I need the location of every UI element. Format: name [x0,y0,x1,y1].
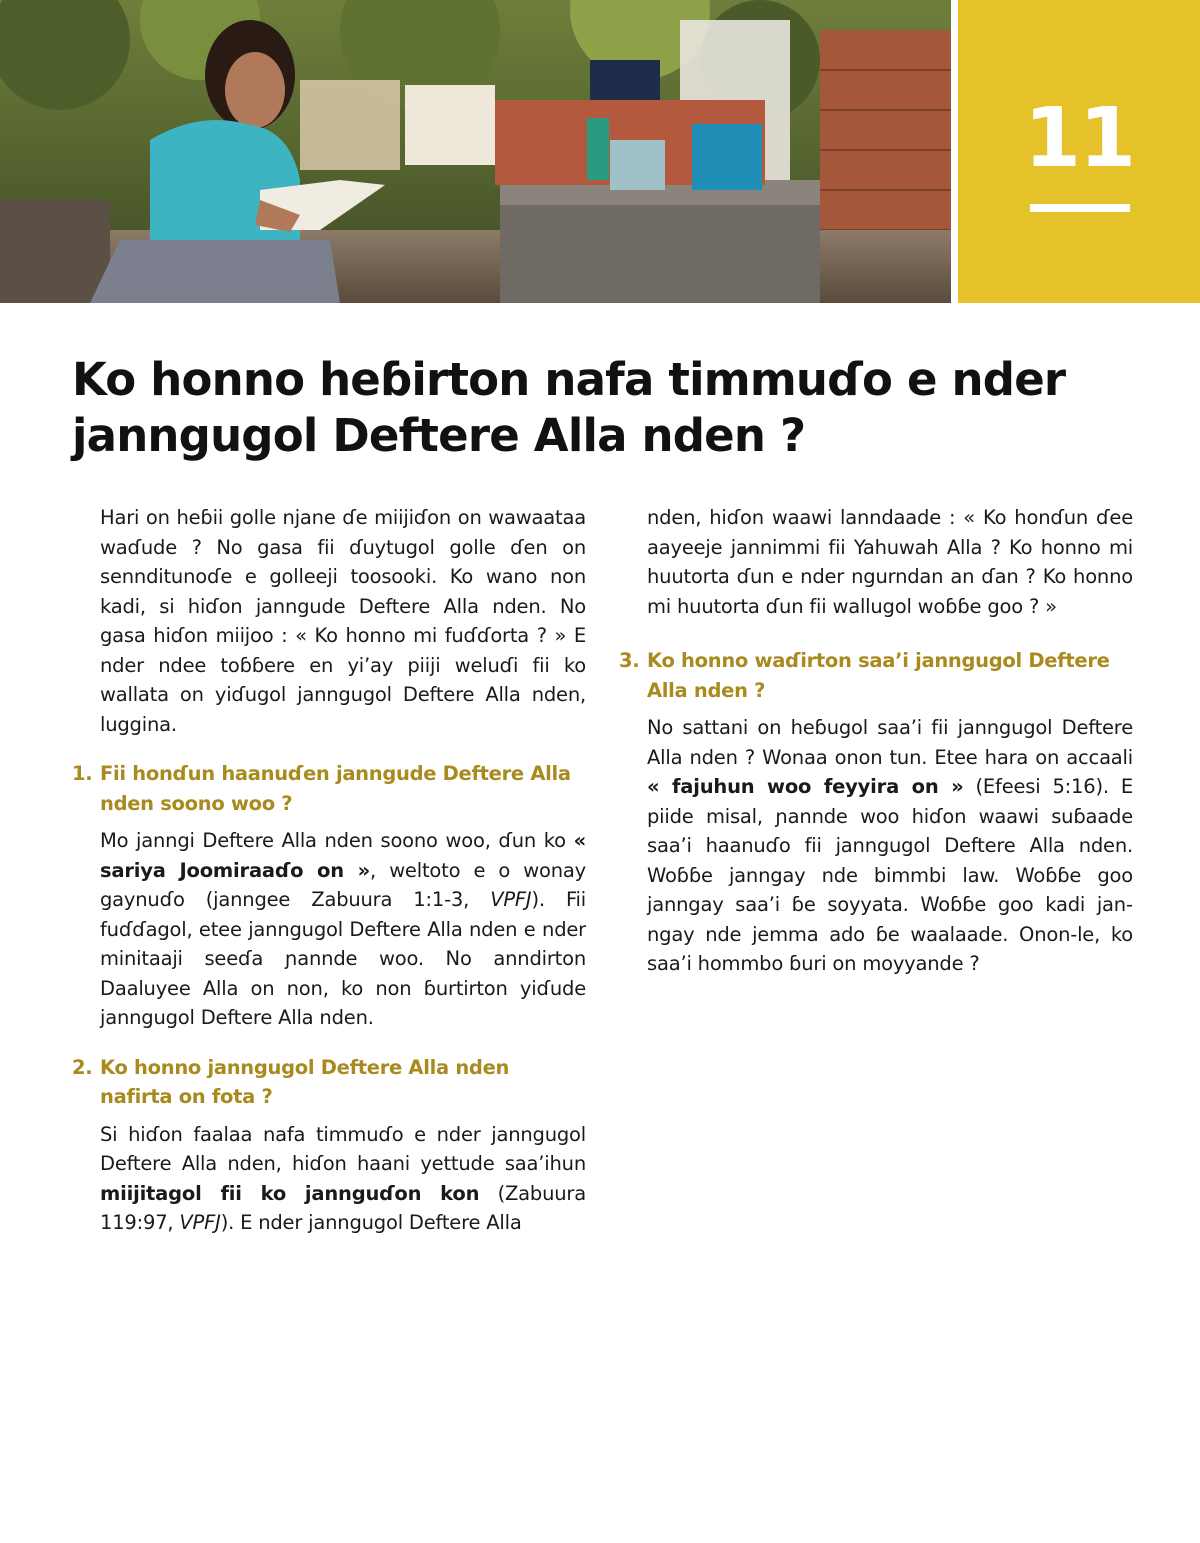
section-3-text-a: No sattani on heɓugol saa’i fii janngugol Deftere Alla nden ? Wonaa onon tun. Etee hara on accaali [647,716,1133,769]
section-2-text-a: Si hiɗon faalaa nafa timmuɗo e nder janngugol Deftere Alla nden, hiɗon haani yettude saa’ihun [100,1122,586,1175]
section-1-text-c: ). Fii fuɗɗagol, etee janngugol Deftere Alla nden e nder minitaaji seeɗa ɲannde woo. No anndirton Daaluyee Alla on non, ko non ɓurtirton yiɗude janngugol Deftere Alla nden. [100,888,586,1029]
page-title: Ko honno heɓirton nafa timmuɗo e nder janngugol Deftere Alla nden ? [72,353,1066,462]
left-column [72,503,586,1238]
right-column [619,503,1133,979]
section-2-text-b: (Zabuura 119:97, [100,1181,586,1234]
section-2-paragraph [100,1120,586,1238]
header-photo [0,0,951,303]
section-2-text-c: ). E nder janngugol Deftere Alla [220,1211,522,1234]
section-1-text-b: , weltoto e o wonay gaynuɗo (janngee Zabuura 1:1-3, [100,858,586,911]
section-1-text-a: Mo janngi Deftere Alla nden soono woo, ɗun ko [100,829,574,852]
section-2-question: Ko honno janngugol Deftere Alla nden nafirta on fota ? [100,1055,510,1108]
chapter-badge [958,0,1200,303]
section-2-number: 2. [72,1055,93,1079]
section-2-italic: VPFJ [179,1211,221,1234]
section-2-heading [72,1053,586,1112]
section-1-heading [72,759,586,818]
woman-reading-bible-photo [0,0,951,303]
section-3-question: Ko honno waɗirton saa’i janngugol Deftere Alla nden ? [647,649,1110,702]
section-3-heading [619,646,1133,705]
section-2-bold: miijitagol fii ko jannguɗon kon [100,1181,480,1205]
section-1-number: 1. [72,762,93,785]
chapter-number: 11 [1023,91,1135,186]
chapter-underline [1030,204,1130,212]
section-1-bold: « sariya Joomiraaɗo on » [100,829,586,882]
intro-paragraph: Hari on heɓii golle njane ɗe miijiɗon on wawaataa waɗude ? No gasa fii ɗuytugol golle ɗen on sennditunoɗe e golleeji toosooki. Ko wano non kadi, si hiɗon janngude Deftere Alla nden. No gasa hiɗon miijoo : « Ko honno mi fuɗɗorta ? » E nder ndee toɓɓere en yi’ay piiji weluɗi fii ko wallata on yiɗugol janngugol Deftere Alla nden, luggina. [100,506,586,736]
section-3-number: 3. [619,649,640,672]
section-3-text-b: (Efeesi 5:16). E piide misal, ɲannde woo hiɗon waawi suɓaade saa’i haanuɗo fii janngugol Deftere Alla nden. Woɓɓe janngay nde bimmbi law. Woɓɓe goo janngay saa’i ɓe soyyata. Woɓɓe goo kadi janngay nde jemma ado ɓe waalaade. Onon-le, ko saa’i hommbo ɓuri on moyyande ? [647,775,1133,975]
section-3-bold: « fajuhun woo feyyira on » [647,775,964,798]
section-3-paragraph [647,713,1133,979]
section-1-paragraph [100,826,586,1033]
section-1-question: Fii honɗun haanuɗen janngude Deftere Alla nden soono woo ? [100,762,571,815]
section-1-italic: VPFJ [490,888,532,911]
section-2-paragraph-continued: nden, hiɗon waawi lanndaade : « Ko honɗun ɗee aayeeje jannimmi fii Yahuwah Alla ? Ko honno mi huutorta ɗun e nder ngurndan an ɗan ? Ko honno mi huutorta ɗun fii wallugol woɓɓe goo ? » [647,506,1133,618]
